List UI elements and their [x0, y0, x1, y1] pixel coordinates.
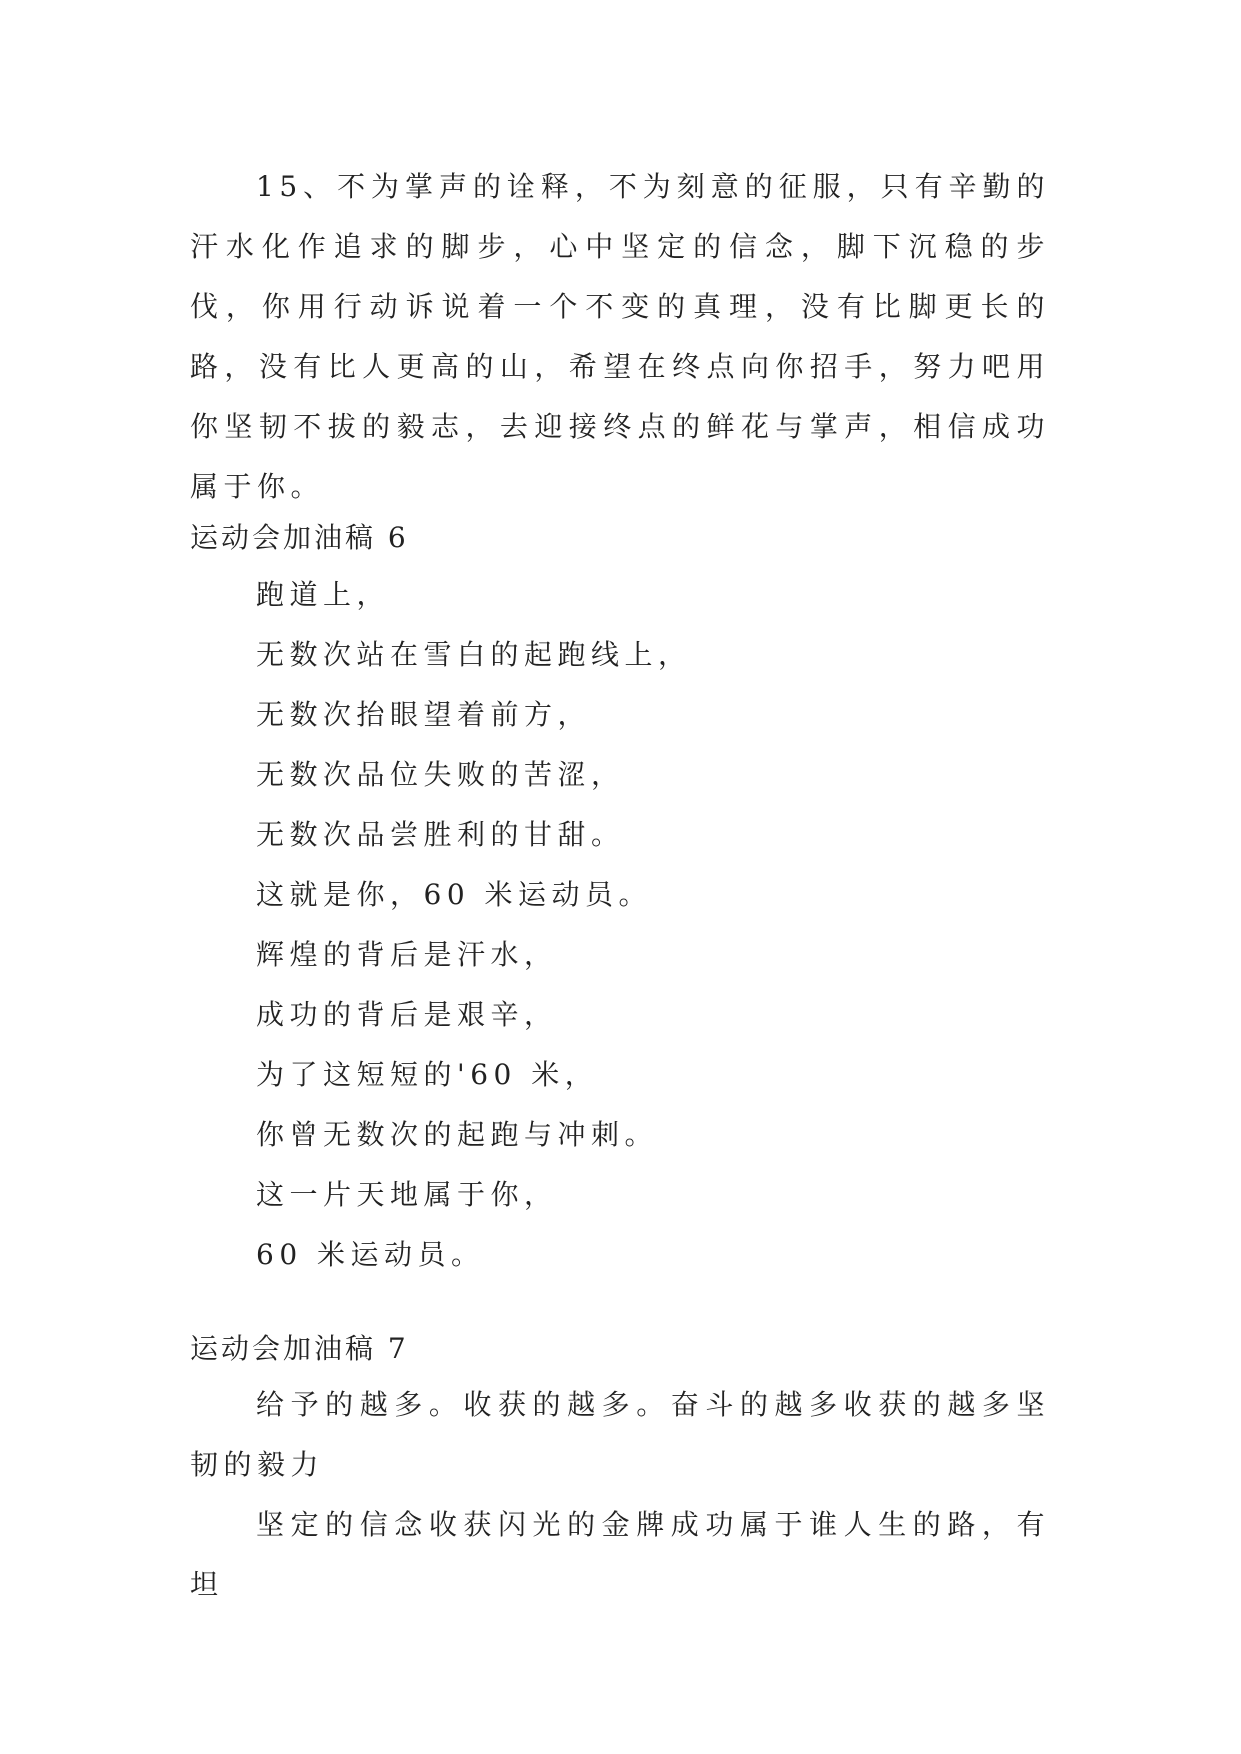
poem-line: 为了这短短的'60 米， — [256, 1058, 599, 1091]
section-7-paragraph-2: 坚定的信念收获闪光的金牌成功属于谁人生的路，有坦 — [190, 1508, 1050, 1601]
poem-line: 这就是你，60 米运动员。 — [256, 878, 653, 911]
poem-line: 你曾无数次的起跑与冲刺。 — [256, 1118, 659, 1151]
section-7-body — [190, 1375, 1050, 1615]
section-6-heading: 运动会加油稿 6 — [190, 521, 409, 554]
poem-line: 这一片天地属于你， — [256, 1178, 558, 1211]
poem-line: 60 米运动员。 — [256, 1238, 485, 1271]
poem-line: 成功的背后是艰辛， — [256, 998, 558, 1031]
poem-line: 无数次品位失败的苦涩， — [256, 758, 625, 791]
poem-line: 无数次站在雪白的起跑线上， — [256, 638, 692, 671]
paragraph-15 — [190, 157, 1050, 517]
poem-line: 辉煌的背后是汗水， — [256, 938, 558, 971]
section-7-paragraph-1: 给予的越多。收获的越多。奋斗的越多收获的越多坚韧的毅力 — [190, 1388, 1050, 1481]
paragraph-15-text: 15、不为掌声的诠释，不为刻意的征服，只有辛勤的汗水化作追求的脚步，心中坚定的信念，脚下沉稳的步伐，你用行动诉说着一个不变的真理，没有比脚更长的路，没有比人更高的山，希望在终点向你招手，努力吧用你坚韧不拔的毅志，去迎接终点的鲜花与掌声，相信成功属于你。 — [190, 170, 1050, 503]
section-7-heading: 运动会加油稿 7 — [190, 1332, 409, 1365]
poem-line: 无数次抬眼望着前方， — [256, 698, 592, 731]
poem-line: 无数次品尝胜利的甘甜。 — [256, 818, 625, 851]
section-6-poem — [256, 565, 692, 1285]
poem-line: 跑道上， — [256, 578, 391, 611]
